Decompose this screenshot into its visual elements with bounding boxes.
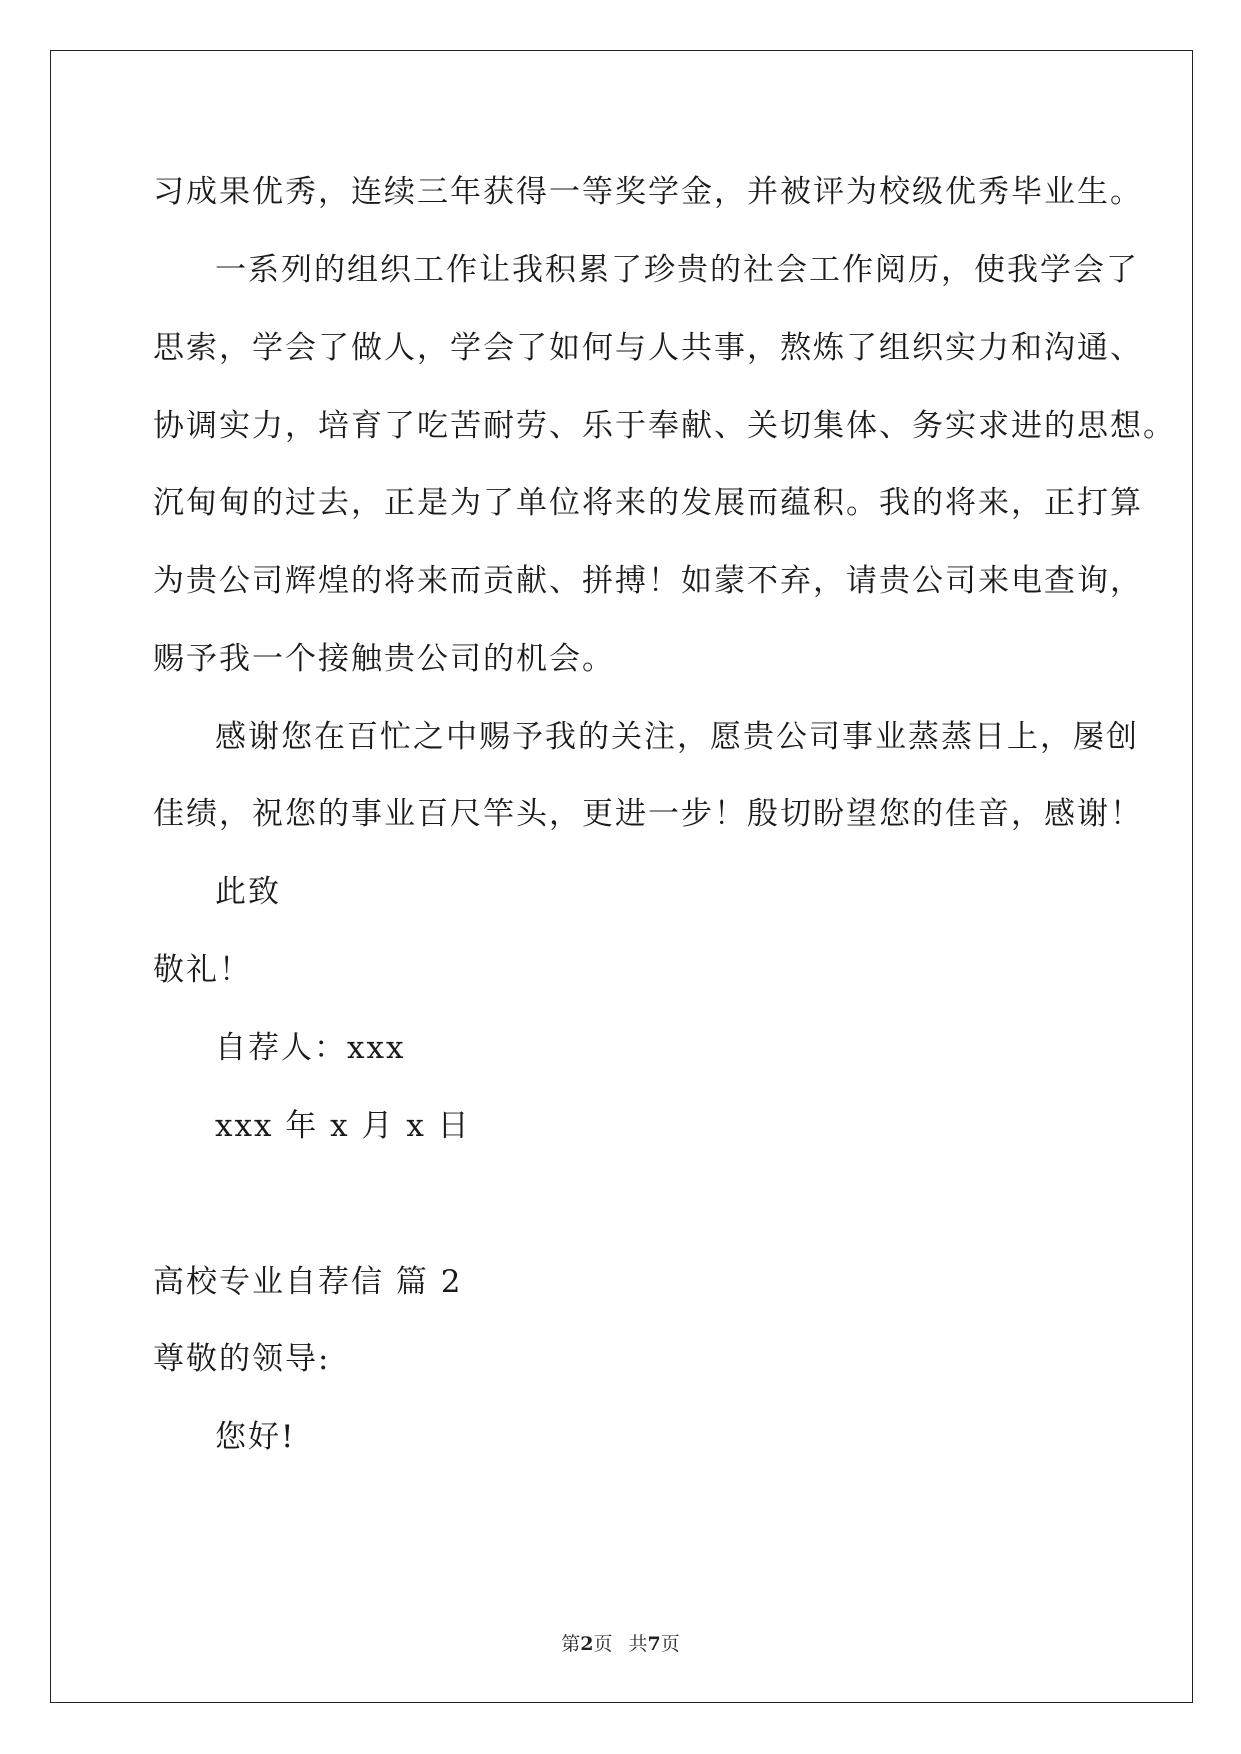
paragraph-line: 为贵公司辉煌的将来而贡献、拼搏！如蒙不弃，请贵公司来电查询， xyxy=(153,563,1143,599)
paragraph-line: 感谢您在百忙之中赐予我的关注，愿贵公司事业蒸蒸日上，屡创 xyxy=(215,719,1139,755)
recipient-salutation: 尊敬的领导: xyxy=(153,1341,331,1377)
total-pages: 7 xyxy=(647,1633,661,1655)
section-heading: 高校专业自荐信 篇 2 xyxy=(153,1264,463,1300)
paragraph-line: 习成果优秀，连续三年获得一等奖学金，并被评为校级优秀毕业生。 xyxy=(153,174,1143,210)
salutation-closing: 敬礼！ xyxy=(153,952,252,988)
closing-phrase: 此致 xyxy=(215,874,281,910)
signature-line: 自荐人：xxx xyxy=(215,1030,406,1066)
paragraph-line: 思索，学会了做人，学会了如何与人共事，熬炼了组织实力和沟通、 xyxy=(153,330,1143,366)
footer-prefix: 第 xyxy=(561,1633,581,1655)
paragraph-line: 赐予我一个接触贵公司的机会。 xyxy=(153,641,615,677)
footer-page-suffix: 页 xyxy=(593,1633,613,1655)
paragraph-line: 协调实力，培育了吃苦耐劳、乐于奉献、关切集体、务实求进的思想。 xyxy=(153,408,1176,444)
greeting-line: 您好! xyxy=(215,1419,296,1455)
date-line: xxx 年 x 月 x 日 xyxy=(215,1108,471,1144)
footer-total-suffix: 页 xyxy=(660,1633,680,1655)
page-number: 2 xyxy=(580,1633,594,1655)
paragraph-line: 一系列的组织工作让我积累了珍贵的社会工作阅历，使我学会了 xyxy=(215,252,1139,288)
paragraph-line: 佳绩，祝您的事业百尺竿头，更进一步！殷切盼望您的佳音，感谢！ xyxy=(153,796,1143,832)
footer-total-prefix: 共 xyxy=(628,1633,648,1655)
page-footer xyxy=(0,1632,1241,1656)
paragraph-line: 沉甸甸的过去，正是为了单位将来的发展而蕴积。我的将来，正打算 xyxy=(153,485,1143,521)
